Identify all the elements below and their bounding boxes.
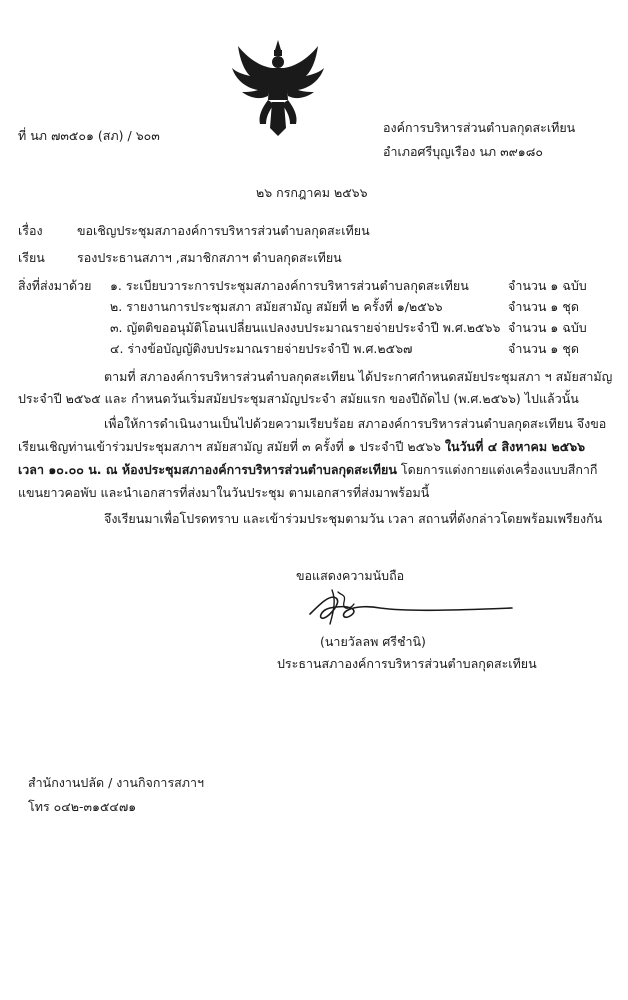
subject-text: ขอเชิญประชุมสภาองค์การบริหารส่วนตำบลกุดสะเทียน: [77, 223, 370, 238]
enclosure-item-text: ๒. รายงานการประชุมสภา สมัยสามัญ สมัยที่ ๒ ครั้งที่ ๑/๒๕๖๖: [110, 299, 443, 314]
enclosure-item-qty: จำนวน ๑ ชุด: [508, 341, 579, 356]
meeting-time-place: เวลา ๑๐.๐๐ น. ณ ห้องประชุมสภาองค์การบริหารส่วนตำบลกุดสะเทียน: [18, 462, 397, 477]
closing-salutation: ขอแสดงความนับถือ: [296, 568, 405, 583]
enclosure-item-text: ๓. ญัตติขออนุมัติโอนเปลี่ยนแปลงงบประมาณรายจ่ายประจำปี พ.ศ.๒๕๖๖: [110, 320, 501, 335]
paragraph-2-line-2: [18, 437, 585, 457]
enclosure-item-text: ๔. ร่างข้อบัญญัติงบประมาณรายจ่ายประจำปี พ.ศ.๒๕๖๗: [110, 341, 413, 356]
enclosure-item-text: ๑. ระเบียบวาระการประชุมสภาองค์การบริหารส่วนตำบลกุดสะเทียน: [110, 278, 469, 293]
signatory-name: (นายวัลลพ ศรีชำนิ): [320, 634, 426, 649]
enclosure-item-qty: จำนวน ๑ ฉบับ: [508, 278, 587, 293]
signatory-position: ประธานสภาองค์การบริหารส่วนตำบลกุดสะเทียน: [277, 656, 537, 671]
paragraph-2-line-4: แขนยาวคอพับ และนำเอกสารที่ส่งมาในวันประชุม ตามเอกสารที่ส่งมาพร้อมนี้: [18, 485, 430, 500]
document-number: ที่ นภ ๗๓๕๐๑ (สภ) / ๖๐๓: [18, 128, 160, 143]
dress-code: โดยการแต่งกายแต่งเครื่องแบบสีกากี: [396, 462, 598, 477]
enclosure-item-qty: จำนวน ๑ ชุด: [508, 299, 579, 314]
recipient-text: รองประธานสภาฯ ,สมาชิกสภาฯ ตำบลกุดสะเทียน: [77, 250, 342, 265]
meeting-date: ในวันที่ ๔ สิงหาคม ๒๕๖๖: [444, 439, 586, 454]
enclosure-item-qty: จำนวน ๑ ฉบับ: [508, 320, 587, 335]
paragraph-1-line-1: ตามที่ สภาองค์การบริหารส่วนตำบลกุดสะเทียน ได้ประกาศกำหนดสมัยประชุมสภา ฯ สมัยสามัญ: [104, 369, 613, 384]
garuda-emblem-icon: [228, 38, 328, 138]
footer-office: สำนักงานปลัด / งานกิจการสภาฯ: [28, 775, 205, 790]
subject-label: เรื่อง: [18, 223, 43, 238]
org-address: อำเภอศรีบุญเรือง นภ ๓๙๑๘๐: [383, 144, 544, 159]
paragraph-1-line-2: ประจำปี ๒๕๖๕ และ กำหนดวันเริ่มสมัยประชุมสามัญประจำ สมัยแรก ของปีถัดไป (พ.ศ.๒๕๖๖) ไปแล้วนั้น: [18, 391, 579, 406]
org-name: องค์การบริหารส่วนตำบลกุดสะเทียน: [383, 120, 576, 135]
signature-icon: [290, 580, 520, 630]
paragraph-2-line-3: [18, 460, 597, 480]
footer-phone: โทร ๐๔๒-๓๑๕๔๗๑: [28, 799, 137, 814]
meeting-session: เรียนเชิญท่านเข้าร่วมประชุมสภาฯ สมัยสามัญ สมัยที่ ๓ ครั้งที่ ๑ ประจำปี ๒๕๖๖: [18, 439, 445, 454]
paragraph-2-line-1: เพื่อให้การดำเนินงานเป็นไปด้วยความเรียบร้อย สภาองค์การบริหารส่วนตำบลกุดสะเทียน จึงขอ: [104, 416, 607, 431]
document-date: ๒๖ กรกฎาคม ๒๕๖๖: [256, 185, 368, 200]
paragraph-3: จึงเรียนมาเพื่อโปรดทราบ และเข้าร่วมประชุมตามวัน เวลา สถานที่ดังกล่าวโดยพร้อมเพรียงกัน: [104, 511, 603, 526]
enclosures-label: สิ่งที่ส่งมาด้วย: [18, 278, 92, 293]
recipient-label: เรียน: [18, 250, 45, 265]
